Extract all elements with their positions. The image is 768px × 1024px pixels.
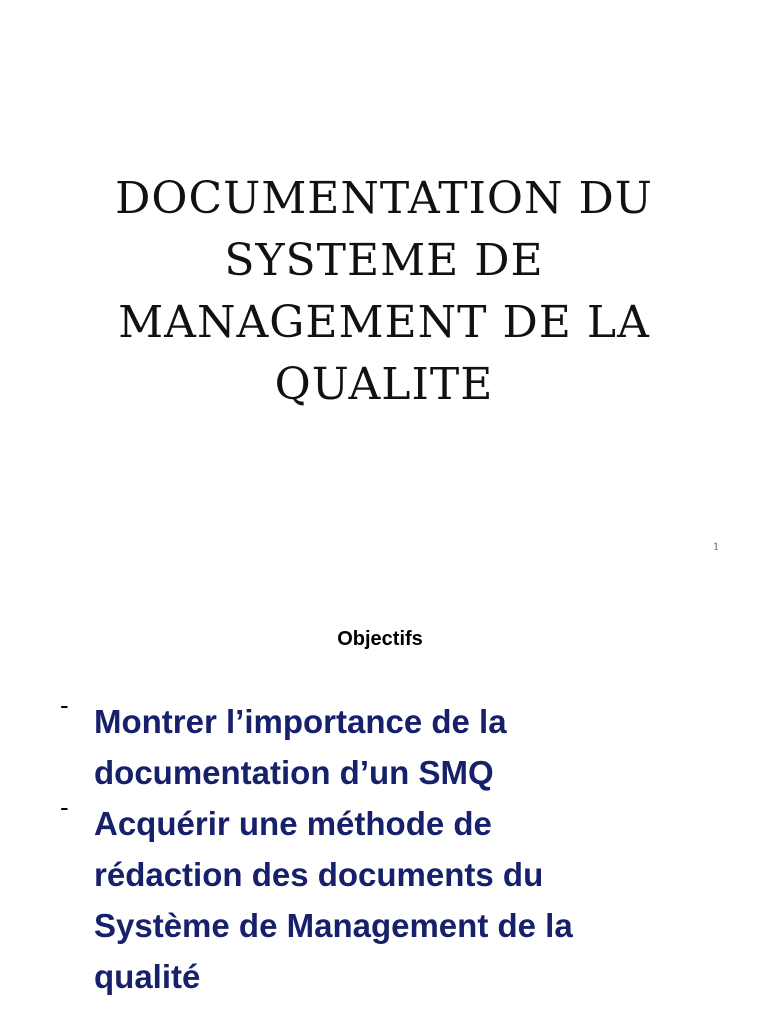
objectives-heading: Objectifs [337,628,423,650]
title-line: MANAGEMENT DE LA [118,297,650,348]
slide-title [40,168,728,416]
title-line: SYSTEME DE [224,235,544,286]
title-line: DOCUMENTATION DU [115,173,653,224]
dash-bullet-icon: - [60,690,69,720]
dash-bullet-icon: - [60,792,69,822]
bullet-text [94,696,760,798]
bullet-line: rédaction des documents du [94,856,544,893]
page-number: 1 [713,542,720,553]
bullet-line: Système de Management de la [94,907,573,944]
bullet-text [94,798,760,1002]
bullet-line: qualité [94,958,201,995]
objectives-list [60,690,760,1002]
list-item [60,792,760,1002]
slide-2 [0,590,768,1024]
bullet-line: Montrer l’importance de la [94,703,507,740]
bullet-line: documentation d’un SMQ [94,754,494,791]
bullet-line: Acquérir une méthode de [94,805,492,842]
title-line: QUALITE [274,359,494,410]
list-item [60,690,760,798]
